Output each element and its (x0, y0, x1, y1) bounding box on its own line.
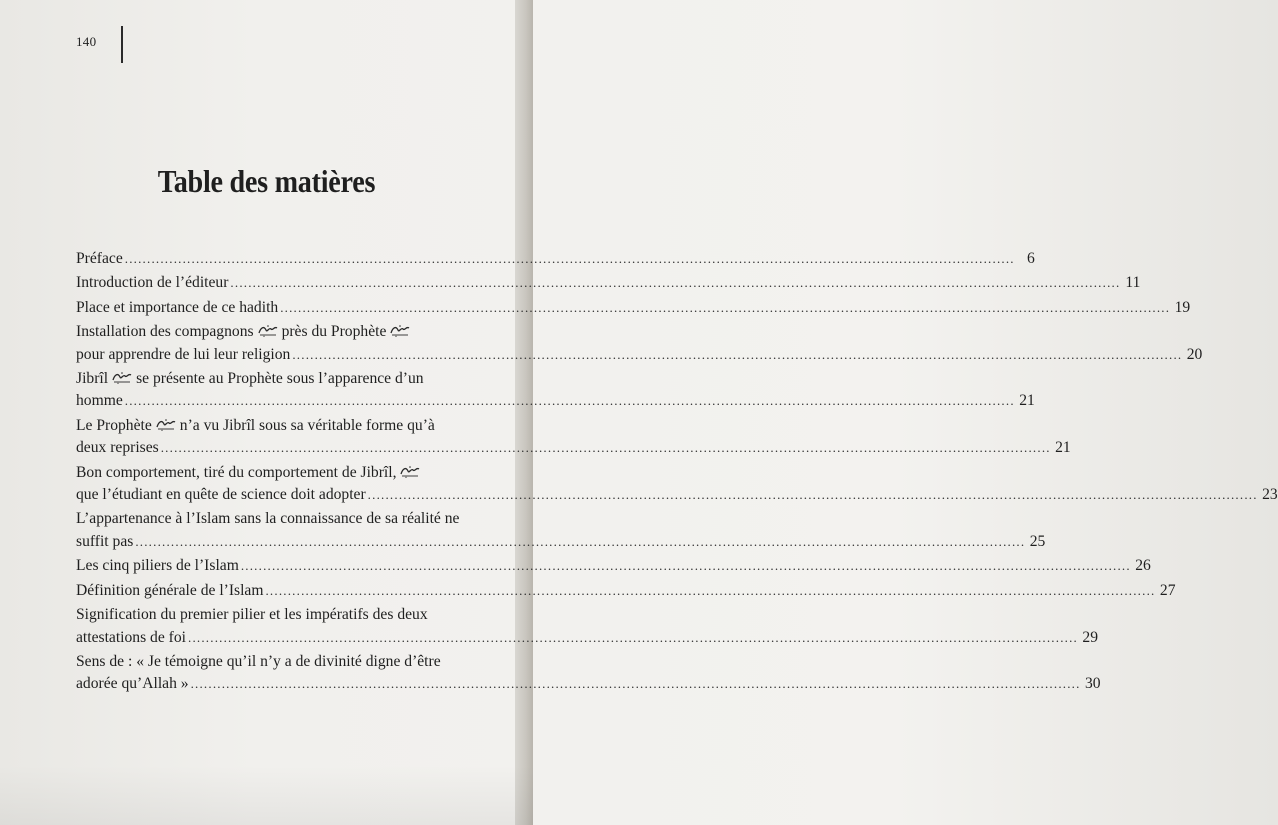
honorific-icon (156, 418, 176, 431)
toc-entry (76, 415, 1071, 460)
toc-page-number: 11 (1125, 274, 1141, 292)
honorific-icon (400, 465, 420, 478)
toc-entry (76, 368, 1035, 413)
toc-entry-text: L’appartenance à l’Islam sans la connaissance de sa réalité ne (76, 510, 460, 528)
toc-entry-title: pour apprendre de lui leur religion (76, 345, 291, 363)
toc-entry-text: Sens de : « Je témoigne qu’il n’y a de divinité digne d’être (76, 652, 441, 670)
header-rule (121, 26, 123, 63)
toc-page-number: 30 (1084, 675, 1101, 693)
page-number: 140 (76, 34, 97, 49)
honorific-icon (258, 324, 278, 337)
toc-entry-line (76, 651, 484, 673)
toc-entry (76, 462, 1278, 507)
honorific-icon (112, 371, 132, 384)
toc-page-number: 26 (1135, 557, 1151, 575)
toc-entry-title: Définition générale de l’Islam (76, 581, 264, 599)
dot-leader: ........................................................................................................................................................................................................ (135, 533, 1026, 549)
dot-leader: ........................................................................................................................................................................................................ (160, 440, 1051, 456)
toc-entry-title: Préface (76, 250, 123, 267)
toc-entry (76, 604, 1098, 649)
toc-page-number: 6 (1026, 250, 1035, 267)
toc-entry-title: Introduction de l’éditeur (76, 274, 229, 292)
honorific-icon (390, 324, 410, 337)
dot-leader: ........................................................................................................................................................................................................ (124, 393, 1015, 409)
toc-page-number: 21 (1019, 392, 1035, 410)
toc-entry-text: se présente au Prophète sous l’apparence d’un (136, 370, 424, 388)
toc-page-number: 23 (1262, 486, 1278, 504)
page-shadow (0, 765, 533, 825)
toc-page-number: 29 (1082, 628, 1098, 646)
toc-entry-text: Jibrîl (76, 370, 109, 388)
toc-entry-text: Installation des compagnons (76, 323, 254, 341)
toc-page-number: 19 (1174, 298, 1191, 316)
toc-entry-text: n’a vu Jibrîl sous sa véritable forme qu’à (179, 416, 435, 434)
toc-entry-title: que l’étudiant en quête de science doit adopter (76, 486, 366, 504)
dot-leader: ........................................................................................................................................................................................................ (280, 299, 1171, 315)
dot-leader: ........................................................................................................................................................................................................ (124, 251, 1015, 266)
toc-entry-title: Les cinq piliers de l’Islam (76, 557, 239, 575)
toc-entry (76, 297, 1191, 319)
toc-entry-line (76, 462, 484, 484)
toc-entry (76, 321, 1203, 366)
dot-leader: ........................................................................................................................................................................................................ (240, 558, 1131, 574)
toc-entry-title: suffit pas (76, 532, 134, 550)
toc-entry-line (76, 321, 484, 343)
toc-entry-title: adorée qu’Allah » (76, 675, 189, 693)
dot-leader: ........................................................................................................................................................................................................ (188, 629, 1078, 645)
toc-entry-title: Place et importance de ce hadith (76, 298, 279, 316)
toc-entry-title: homme (76, 392, 123, 410)
toc-entry (76, 580, 1176, 602)
toc-entry-title: deux reprises (76, 439, 159, 457)
toc-entry-text: Signification du premier pilier et les impératifs des deux (76, 606, 428, 624)
dot-leader: ........................................................................................................................................................................................................ (265, 582, 1156, 598)
table-of-contents (76, 248, 1278, 698)
dot-leader: ........................................................................................................................................................................................................ (190, 676, 1081, 692)
dot-leader: ........................................................................................................................................................................................................ (367, 487, 1258, 503)
toc-entry-text: Bon comportement, tiré du comportement de Jibrîl, (76, 463, 397, 481)
toc-page-number: 27 (1159, 581, 1176, 599)
toc-entry (76, 651, 1101, 696)
dot-leader: ........................................................................................................................................................................................................ (230, 275, 1121, 291)
toc-page-number: 21 (1055, 439, 1071, 457)
toc-entry-line (76, 508, 484, 530)
toc-page-number: 25 (1029, 532, 1046, 550)
dot-leader: ........................................................................................................................................................................................................ (292, 346, 1183, 362)
toc-entry-line (76, 368, 484, 390)
toc-entry (76, 272, 1141, 294)
toc-page-number: 20 (1186, 345, 1203, 363)
page-title: Table des matières (157, 163, 376, 199)
toc-entry-text: près du Prophète (281, 323, 387, 341)
toc-entry (76, 555, 1151, 577)
toc-entry (76, 508, 1046, 553)
toc-entry-title: attestations de foi (76, 628, 186, 646)
toc-entry-line (76, 415, 484, 437)
toc-entry (76, 248, 1035, 270)
toc-entry-text: Le Prophète (76, 416, 152, 434)
toc-entry-line (76, 604, 484, 626)
